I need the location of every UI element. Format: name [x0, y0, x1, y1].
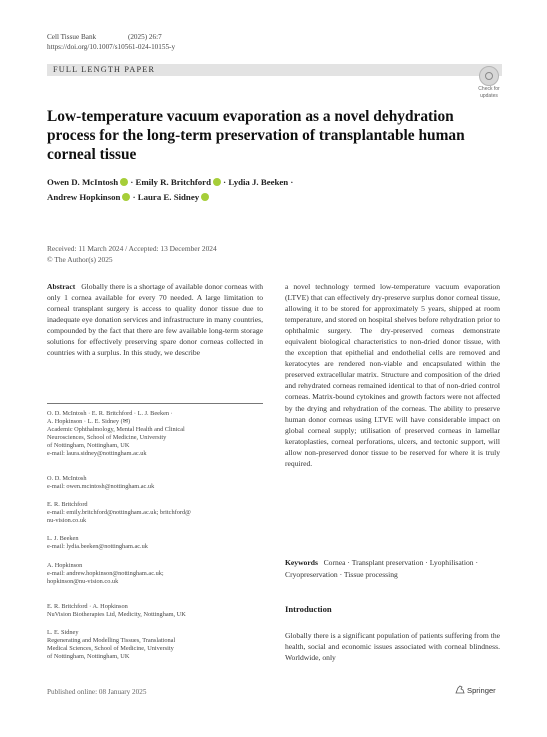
abstract-heading: Abstract	[47, 282, 76, 291]
email-link[interactable]: e-mail: laura.sidney@nottingham.ac.uk	[47, 450, 147, 458]
article-type: FULL LENGTH PAPER	[53, 65, 156, 74]
email-link[interactable]: e-mail: emily.britchford@nottingham.ac.uk; britchford@	[47, 509, 191, 517]
introduction-text: Globally there is a significant population of patients suffering from the health, social and economic issues associated with corneal blindness. Worldwide, only	[285, 631, 500, 663]
author-name[interactable]: Lydia J. Beeken	[228, 177, 289, 187]
author-name[interactable]: Owen D. McIntosh	[47, 177, 119, 187]
article-type-band	[47, 64, 502, 76]
journal-name: Cell Tissue Bank	[47, 33, 97, 41]
author-list	[47, 175, 377, 205]
author-name[interactable]: Andrew Hopkinson	[47, 192, 121, 202]
email-link[interactable]: e-mail: andrew.hopkinson@nottingham.ac.uk;	[47, 570, 164, 578]
affiliation-block: A. Hopkinson e-mail: andrew.hopkinson@nottingham.ac.uk; hopkinson@nu-vision.co.uk	[47, 562, 263, 586]
author-line-1: Owen D. McIntosh · Emily R. Britchford · Lydia J. Beeken ·	[47, 177, 294, 187]
publisher-logo	[455, 685, 496, 695]
journal-issue: (2025) 26:7	[127, 33, 162, 41]
check-for-updates-button[interactable]	[472, 66, 506, 99]
publisher-name: Springer	[467, 686, 496, 695]
affiliation-block: L. J. Beeken e-mail: lydia.beeken@nottingham.ac.uk	[47, 535, 263, 551]
affiliation-block: E. R. Britchford e-mail: emily.britchford@nottingham.ac.uk; britchford@ nu-vision.co.uk	[47, 501, 263, 525]
published-online: Published online: 08 January 2025	[47, 688, 147, 696]
affiliation-block: E. R. Britchford · A. Hopkinson NuVision Biotherapies Ltd, Medicity, Nottingham, UK	[47, 603, 186, 619]
check-updates-line1: Check for	[478, 86, 500, 92]
email-link[interactable]: e-mail: owen.mcintosh@nottingham.ac.uk	[47, 483, 155, 491]
email-link[interactable]: hopkinson@nu-vision.co.uk	[47, 578, 119, 586]
check-updates-line2: updates	[480, 92, 498, 99]
doi-link[interactable]: https://doi.org/10.1007/s10561-024-10155-y	[47, 43, 176, 51]
article-dates	[47, 243, 217, 265]
journal-header	[47, 33, 162, 42]
orcid-icon[interactable]	[120, 178, 128, 186]
orcid-icon[interactable]	[201, 193, 209, 201]
keywords-text: Cornea · Transplant preservation · Lyophilisation · Cryopreservation · Tissue processing	[285, 558, 478, 579]
check-updates-icon	[479, 66, 499, 86]
keywords	[285, 557, 500, 580]
introduction-heading: Introduction	[285, 604, 332, 614]
keywords-heading: Keywords	[285, 558, 318, 567]
abstract-left	[47, 281, 263, 358]
received-accepted: Received: 11 March 2024 / Accepted: 13 December 2024	[47, 244, 217, 253]
author-line-2: Andrew Hopkinson · Laura E. Sidney	[47, 190, 377, 205]
email-link[interactable]: nu-vision.co.uk	[47, 517, 87, 525]
email-link[interactable]: e-mail: lydia.beeken@nottingham.ac.uk	[47, 543, 148, 551]
affiliation-block: O. D. McIntosh · E. R. Britchford · L. J. Beeken · A. Hopkinson · L. E. Sidney (✉) Academic Ophthalmology, Mental Health and Clinical Neurosciences, School of Medicine, University of Nottingham, Nottingham, UK e-mail: laura.sidney@nottingham.ac.uk	[47, 410, 263, 459]
abstract-right: a novel technology termed low-temperature vacuum evaporation (LTVE) that can effectively dry-preserve surplus donor corneal tissue, allowing it to be stored for approximately 5 years, shipped at room temperature, and stored on hospital shelves before rehydration prior to ophthalmic surgery. The dry-preserved corneas demonstrate equivalent biological characteristics to non-dried donor tissue, with the exception that epithelial and endothelial cells are removed and keratocytes are rendered non-viable and encapsulated within the preserved extracellular matrix. Structure and composition of the dried and rehydrated corneas remained identical to that of non-dried control corneas. Matrix-bound cytokines and growth factors were not affected by the drying and rehydration of the corneas. The ability to preserve human donor corneas using LTVE will have considerable impact on global corneal supply; utilisation of preserved corneas in lamellar keratoplasties, corneal perforations, ulcers, and tectonic support, will allow non-preserved donor tissue to be reserved for where it is truly required.	[285, 282, 500, 468]
affiliation-block: L. E. Sidney Regenerating and Modelling Tissues, Translational Medical Sciences, School of Medicine, University of Nottingham, Nottingham, UK	[47, 629, 176, 661]
copyright: © The Author(s) 2025	[47, 255, 113, 264]
orcid-icon[interactable]	[213, 178, 221, 186]
author-name[interactable]: Emily R. Britchford	[135, 177, 211, 187]
paper-title: Low-temperature vacuum evaporation as a novel dehydration process for the long-term preservation of transplantable human corneal tissue	[47, 108, 465, 163]
abstract-text-left: Globally there is a shortage of available donor corneas with only 1 cornea available for every 70 needed. A large limitation to corneal transplant surgery is access to quality donor tissue due to inadequate eye donation services and infrastructure in many countries, compounded by the fact that there are few available long-term storage solutions for effectively preserving spare donor corneas collected in countries with a surplus. In this study, we describe	[47, 282, 263, 358]
affiliation-block: O. D. McIntosh e-mail: owen.mcintosh@nottingham.ac.uk	[47, 475, 263, 491]
author-name[interactable]: Laura E. Sidney	[137, 192, 200, 202]
springer-horse-icon	[455, 685, 465, 694]
affiliation-divider	[47, 403, 263, 404]
